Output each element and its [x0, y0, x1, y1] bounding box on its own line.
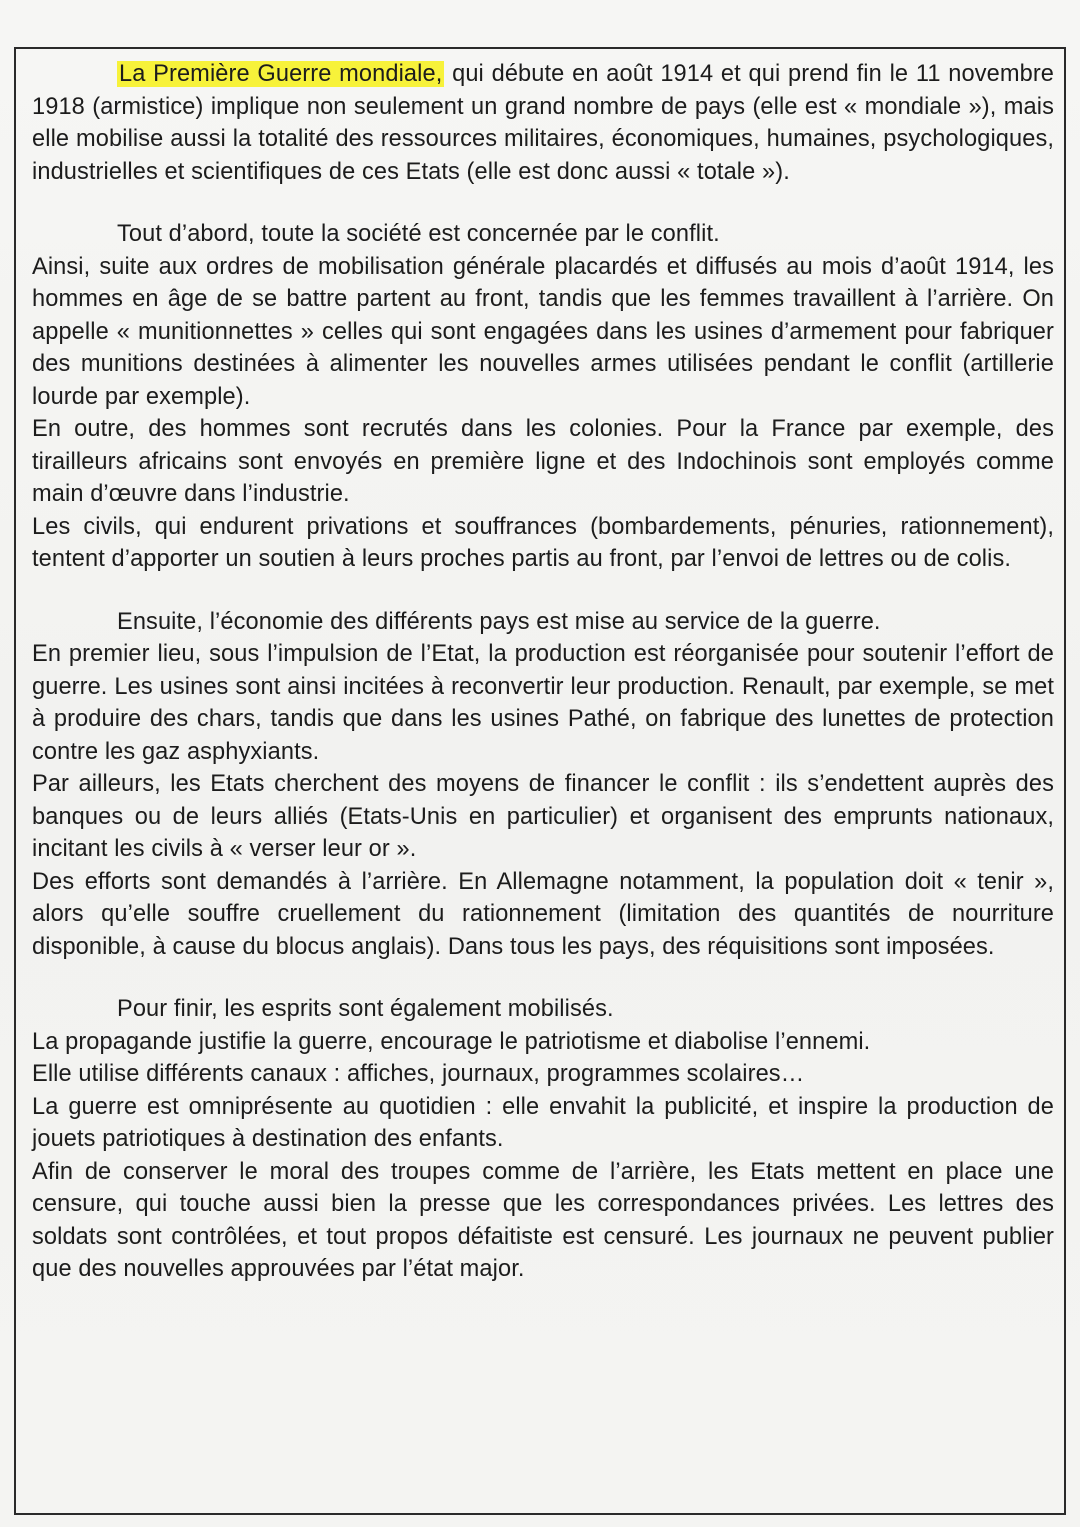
section-heading: Tout d’abord, toute la société est concernée par le conflit. — [117, 221, 720, 247]
highlighted-title-phrase: La Première Guerre mondiale, — [119, 61, 443, 87]
paragraph: Des efforts sont demandés à l’arrière. En Allemagne notamment, la population doit « tenir », alors qu’elle souffre cruellement du rationnement (limitation des quantités de nourriture disponible, à cause du blocus anglais). Dans tous les pays, des réquisitions sont imposées. — [32, 868, 1054, 960]
section-gap — [32, 963, 1054, 993]
paragraph: En outre, des hommes sont recrutés dans les colonies. Pour la France par exemple, des tirailleurs africains sont envoyés en première ligne et des Indochinois sont employés comme main d’œuvre dans l’industrie. — [32, 416, 1054, 507]
paragraph: Par ailleurs, les Etats cherchent des moyens de financer le conflit : ils s’endettent auprès des banques ou de leurs alliés (Etats-Unis en particulier) et organisent des emprunts nationaux, incitant les civils à « verser leur or ». — [32, 771, 1054, 862]
section-heading: Pour finir, les esprits sont également mobilisés. — [117, 996, 614, 1022]
section-economy — [32, 606, 1054, 964]
paragraph: La guerre est omniprésente au quotidien : elle envahit la publicité, et inspire la production de jouets patriotiques à destination des enfants. — [32, 1093, 1054, 1152]
paragraph: La propagande justifie la guerre, encourage le patriotisme et diabolise l’ennemi. — [32, 1028, 871, 1055]
section-heading: Ensuite, l’économie des différents pays est mise au service de la guerre. — [117, 608, 881, 635]
section-gap — [32, 188, 1054, 218]
document-body — [32, 58, 1054, 1286]
section-society — [32, 218, 1054, 576]
intro-paragraph — [32, 58, 1054, 188]
paragraph: Ainsi, suite aux ordres de mobilisation générale placardés et diffusés au mois d’août 1914, les hommes en âge de se battre partent au front, tandis que les femmes travaillent à l’arrière. On appelle « munitionnettes » celles qui sont engagées dans les usines d’armement pour fabriquer des munitions destinées à alimenter les nouvelles armes utilisées pendant le conflit (artillerie lourde par exemple). — [32, 253, 1054, 410]
section-minds — [32, 993, 1054, 1286]
paragraph: Elle utilise différents canaux : affiches, journaux, programmes scolaires… — [32, 1061, 805, 1087]
section-gap — [32, 576, 1054, 606]
paragraph: Afin de conserver le moral des troupes comme de l’arrière, les Etats mettent en place une censure, qui touche aussi bien la presse que les correspondances privées. Les lettres des soldats sont contrôlées, et tout propos défaitiste est censuré. Les journaux ne peuvent publier que des nouvelles approuvées par l’état major. — [32, 1158, 1054, 1282]
paragraph: Les civils, qui endurent privations et souffrances (bombardements, pénuries, rationnement), tentent d’apporter un soutien à leurs proches partis au front, par l’envoi de lettres ou de colis. — [32, 513, 1054, 572]
intro-text: qui débute en août 1914 et qui prend fin le 11 novembre 1918 (armistice) implique non seulement un grand nombre de pays (elle est « mondiale »), mais elle mobilise aussi la totalité des ressources militaires, économiques, humaines, psychologiques, industrielles et scientifiques de ces Etats (elle est donc aussi « totale »). — [32, 61, 1054, 185]
paragraph: En premier lieu, sous l’impulsion de l’Etat, la production est réorganisée pour soutenir l’effort de guerre. Les usines sont ainsi incitées à reconvertir leur production. Renault, par exemple, se met à produire des chars, tandis que dans les usines Pathé, on fabrique des lunettes de protection contre les gaz asphyxiants. — [32, 641, 1054, 765]
